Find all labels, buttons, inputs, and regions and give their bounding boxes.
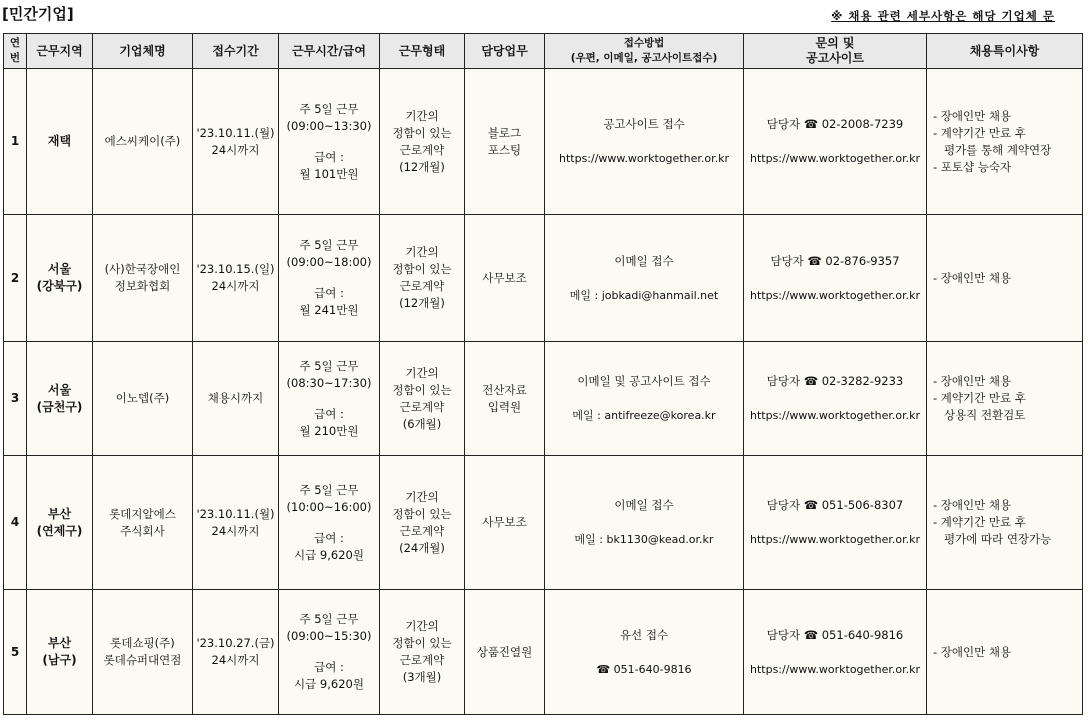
cell-duty bbox=[465, 342, 545, 456]
cell-no bbox=[4, 342, 27, 456]
region-name: 재택 bbox=[47, 134, 72, 148]
cell-period bbox=[193, 69, 279, 215]
note-item: - 계약기간 만료 후 bbox=[933, 125, 1026, 140]
cell-method bbox=[545, 69, 744, 215]
header-no: 연번 bbox=[4, 34, 27, 69]
cell-region bbox=[27, 342, 93, 456]
table-row bbox=[4, 342, 1083, 456]
contact-phone: 담당자 ☎ 02-3282-9233 bbox=[766, 374, 904, 388]
cell-notes bbox=[927, 215, 1083, 342]
cell-period bbox=[193, 590, 279, 715]
table-row bbox=[4, 590, 1083, 715]
cell-no bbox=[4, 590, 27, 715]
type-line2: 정함이 있는 bbox=[392, 382, 452, 397]
pay-label: 급여 : bbox=[314, 530, 344, 545]
cell-period bbox=[193, 456, 279, 590]
contact-site-link[interactable]: https://www.worktogether.or.kr bbox=[749, 288, 920, 302]
pay-amount: 월 241만원 bbox=[299, 303, 359, 317]
work-days: 주 5일 근무 bbox=[299, 612, 359, 626]
cell-hours-pay bbox=[279, 69, 380, 215]
cell-duty bbox=[465, 456, 545, 590]
method-detail: 메일 : jobkadi@hanmail.net bbox=[569, 288, 719, 302]
period-time: 24시까지 bbox=[211, 653, 260, 667]
cell-notes bbox=[927, 590, 1083, 715]
cell-method bbox=[545, 215, 744, 342]
period-time: 24시까지 bbox=[211, 142, 260, 157]
header-type: 근무형태 bbox=[380, 34, 465, 69]
job-listing-table bbox=[3, 33, 1083, 715]
pay-amount: 시급 9,620원 bbox=[294, 547, 364, 562]
type-line1: 기간의 bbox=[405, 365, 439, 380]
work-hours: (09:00~15:30) bbox=[286, 629, 372, 643]
contact-site-link[interactable]: https://www.worktogether.or.kr bbox=[749, 409, 920, 422]
cell-method bbox=[545, 456, 744, 590]
cell-hours-pay bbox=[279, 456, 380, 590]
type-line1: 기간의 bbox=[405, 489, 439, 504]
duty-line1: 사무보조 bbox=[482, 270, 527, 285]
method-label: 유선 접수 bbox=[619, 627, 669, 642]
method-detail: https://www.worktogether.or.kr bbox=[558, 152, 729, 165]
table-row bbox=[4, 69, 1083, 215]
cell-company bbox=[93, 456, 193, 590]
table-body bbox=[4, 69, 1083, 715]
header-row bbox=[4, 34, 1083, 69]
row-no: 5 bbox=[10, 644, 20, 659]
method-label: 이메일 접수 bbox=[614, 498, 674, 512]
pay-label: 급여 : bbox=[314, 286, 344, 300]
note-item: - 장애인만 채용 bbox=[933, 498, 1012, 512]
pay-amount: 시급 9,620원 bbox=[294, 677, 364, 691]
cell-type bbox=[380, 342, 465, 456]
cell-region bbox=[27, 215, 93, 342]
contact-phone: 담당자 ☎ 02-876-9357 bbox=[770, 253, 900, 268]
note-item: 평가에 따라 연장가능 bbox=[933, 532, 1052, 546]
contract-months: (6개월) bbox=[402, 416, 442, 431]
table-row bbox=[4, 456, 1083, 590]
cell-type bbox=[380, 215, 465, 342]
company-name-line2: 주식회사 bbox=[120, 523, 165, 538]
type-line3: 근로계약 bbox=[399, 142, 445, 157]
cell-contact bbox=[744, 69, 927, 215]
method-label: 공고사이트 접수 bbox=[603, 117, 685, 131]
cell-company bbox=[93, 590, 193, 715]
cell-type bbox=[380, 69, 465, 215]
cell-contact bbox=[744, 215, 927, 342]
work-hours: (10:00~16:00) bbox=[286, 499, 372, 514]
work-days: 주 5일 근무 bbox=[299, 358, 359, 373]
header-contact-line2: 공고사이트 bbox=[806, 51, 864, 65]
region-name: 서울 bbox=[47, 382, 72, 397]
header-company: 기업체명 bbox=[93, 34, 193, 69]
type-line3: 근로계약 bbox=[399, 523, 445, 538]
type-line2: 정함이 있는 bbox=[392, 262, 452, 276]
period-time: 24시까지 bbox=[211, 279, 260, 293]
header-contact-line1: 문의 및 bbox=[815, 36, 855, 50]
duty-line2: 포스팅 bbox=[487, 142, 522, 157]
cell-region bbox=[27, 456, 93, 590]
type-line2: 정함이 있는 bbox=[392, 125, 452, 140]
type-line3: 근로계약 bbox=[399, 399, 445, 414]
cell-contact bbox=[744, 456, 927, 590]
type-line3: 근로계약 bbox=[399, 279, 445, 293]
cell-type bbox=[380, 456, 465, 590]
cell-hours-pay bbox=[279, 342, 380, 456]
header-method bbox=[545, 34, 744, 69]
cell-contact bbox=[744, 342, 927, 456]
row-no: 3 bbox=[10, 391, 20, 405]
period-time: 24시까지 bbox=[211, 523, 260, 538]
work-hours: (08:30~17:30) bbox=[286, 375, 372, 390]
period-date: '23.10.11.(월) bbox=[196, 125, 275, 140]
cell-notes bbox=[927, 456, 1083, 590]
cell-no bbox=[4, 456, 27, 590]
type-line1: 기간의 bbox=[405, 619, 439, 633]
cell-company bbox=[93, 342, 193, 456]
region-district: (남구) bbox=[42, 653, 77, 667]
period-date: '23.10.15.(일) bbox=[196, 262, 275, 276]
company-name-line1: 이노뎁(주) bbox=[115, 391, 170, 405]
region-district: (강북구) bbox=[36, 279, 83, 293]
company-name-line1: 에스씨케이(주) bbox=[104, 134, 181, 148]
region-name: 서울 bbox=[47, 262, 72, 276]
method-label: 이메일 및 공고사이트 접수 bbox=[577, 374, 711, 388]
note-item: - 계약기간 만료 후 bbox=[933, 391, 1026, 405]
cell-company bbox=[93, 215, 193, 342]
cell-no bbox=[4, 69, 27, 215]
contact-site-link[interactable]: https://www.worktogether.or.kr bbox=[749, 152, 920, 165]
period-date: '23.10.11.(월) bbox=[196, 506, 275, 521]
period-date: 채용시까지 bbox=[207, 391, 264, 405]
contact-site-link[interactable]: https://www.worktogether.or.kr bbox=[749, 662, 920, 676]
duty-line1: 상품진열원 bbox=[476, 644, 533, 659]
cell-period bbox=[193, 342, 279, 456]
method-detail: 메일 : antifreeze@korea.kr bbox=[572, 409, 716, 422]
note-item: - 장애인만 채용 bbox=[933, 374, 1012, 388]
contract-months: (24개월) bbox=[399, 540, 445, 555]
pay-label: 급여 : bbox=[314, 660, 344, 674]
header-region: 근무지역 bbox=[27, 34, 93, 69]
note-item: 상용직 전환검토 bbox=[933, 408, 1026, 422]
pay-amount: 월 210만원 bbox=[299, 423, 359, 438]
header-method-sub: (우편, 이메일, 공고사이트접수) bbox=[570, 52, 718, 64]
header-notes: 채용특이사항 bbox=[927, 34, 1083, 69]
period-date: '23.10.27.(금) bbox=[196, 636, 275, 650]
contract-months: (12개월) bbox=[399, 159, 445, 174]
company-name-line2: 정보화협회 bbox=[114, 279, 171, 293]
region-name: 부산 bbox=[47, 506, 72, 521]
work-hours: (09:00~13:30) bbox=[286, 118, 372, 133]
cell-duty bbox=[465, 590, 545, 715]
table-row bbox=[4, 215, 1083, 342]
pay-amount: 월 101만원 bbox=[299, 166, 359, 181]
work-days: 주 5일 근무 bbox=[299, 238, 359, 252]
cell-company bbox=[93, 69, 193, 215]
cell-type bbox=[380, 590, 465, 715]
row-no: 1 bbox=[10, 134, 20, 148]
header-contact bbox=[744, 34, 927, 69]
contract-months: (3개월) bbox=[402, 670, 442, 684]
duty-line1: 블로그 bbox=[487, 125, 522, 140]
region-district: (연제구) bbox=[36, 523, 83, 538]
method-detail: 메일 : bk1130@kead.or.kr bbox=[574, 533, 714, 546]
duty-line2: 입력원 bbox=[487, 399, 522, 414]
region-name: 부산 bbox=[47, 636, 72, 650]
company-name-line1: 롯데쇼핑(주) bbox=[110, 636, 175, 650]
duty-line1: 전산자료 bbox=[482, 382, 527, 397]
cell-region bbox=[27, 69, 93, 215]
cell-duty bbox=[465, 215, 545, 342]
cell-notes bbox=[927, 342, 1083, 456]
region-district: (금천구) bbox=[36, 399, 83, 414]
cell-duty bbox=[465, 69, 545, 215]
header-method-title: 접수방법 bbox=[623, 37, 665, 49]
note-item: - 장애인만 채용 bbox=[933, 108, 1012, 123]
contact-phone: 담당자 ☎ 051-640-9816 bbox=[766, 627, 904, 642]
note-item: - 계약기간 만료 후 bbox=[933, 515, 1026, 529]
cell-hours-pay bbox=[279, 215, 380, 342]
note-item: - 포토샵 능숙자 bbox=[933, 159, 1012, 174]
section-title: [민간기업] bbox=[2, 5, 74, 23]
cell-notes bbox=[927, 69, 1083, 215]
type-line2: 정함이 있는 bbox=[392, 506, 452, 521]
cell-region bbox=[27, 590, 93, 715]
contact-phone: 담당자 ☎ 051-506-8307 bbox=[766, 498, 904, 512]
cell-no bbox=[4, 215, 27, 342]
company-name-line1: (사)한국장애인 bbox=[104, 262, 181, 276]
cell-hours-pay bbox=[279, 590, 380, 715]
duty-line1: 사무보조 bbox=[482, 515, 527, 529]
cell-method bbox=[545, 342, 744, 456]
work-days: 주 5일 근무 bbox=[299, 482, 359, 497]
method-detail: ☎ 051-640-9816 bbox=[596, 662, 692, 676]
method-label: 이메일 접수 bbox=[614, 253, 674, 268]
type-line1: 기간의 bbox=[405, 245, 439, 259]
type-line3: 근로계약 bbox=[399, 653, 445, 667]
note-item: - 장애인만 채용 bbox=[933, 270, 1012, 285]
header-hours-pay: 근무시간/급여 bbox=[279, 34, 380, 69]
work-hours: (09:00~18:00) bbox=[286, 255, 372, 269]
header-duty: 담당업무 bbox=[465, 34, 545, 69]
company-name-line1: 롯데지알에스 bbox=[109, 506, 176, 521]
cell-contact bbox=[744, 590, 927, 715]
cell-method bbox=[545, 590, 744, 715]
company-name-line2: 롯데슈퍼대연점 bbox=[103, 653, 182, 667]
contract-months: (12개월) bbox=[399, 296, 445, 310]
work-days: 주 5일 근무 bbox=[299, 101, 359, 116]
contact-phone: 담당자 ☎ 02-2008-7239 bbox=[766, 117, 904, 131]
cell-period bbox=[193, 215, 279, 342]
pay-label: 급여 : bbox=[314, 406, 344, 421]
note-item: 평가를 통해 계약연장 bbox=[933, 142, 1052, 157]
row-no: 2 bbox=[10, 270, 20, 285]
inquiry-note: ※ 채용 관련 세부사항은 해당 기업체 문 bbox=[831, 9, 1055, 23]
type-line1: 기간의 bbox=[405, 108, 439, 123]
pay-label: 급여 : bbox=[314, 149, 344, 164]
row-no: 4 bbox=[10, 515, 20, 529]
contact-site-link[interactable]: https://www.worktogether.or.kr bbox=[749, 533, 920, 546]
type-line2: 정함이 있는 bbox=[392, 636, 452, 650]
note-item: - 장애인만 채용 bbox=[933, 644, 1012, 659]
header-period: 접수기간 bbox=[193, 34, 279, 69]
